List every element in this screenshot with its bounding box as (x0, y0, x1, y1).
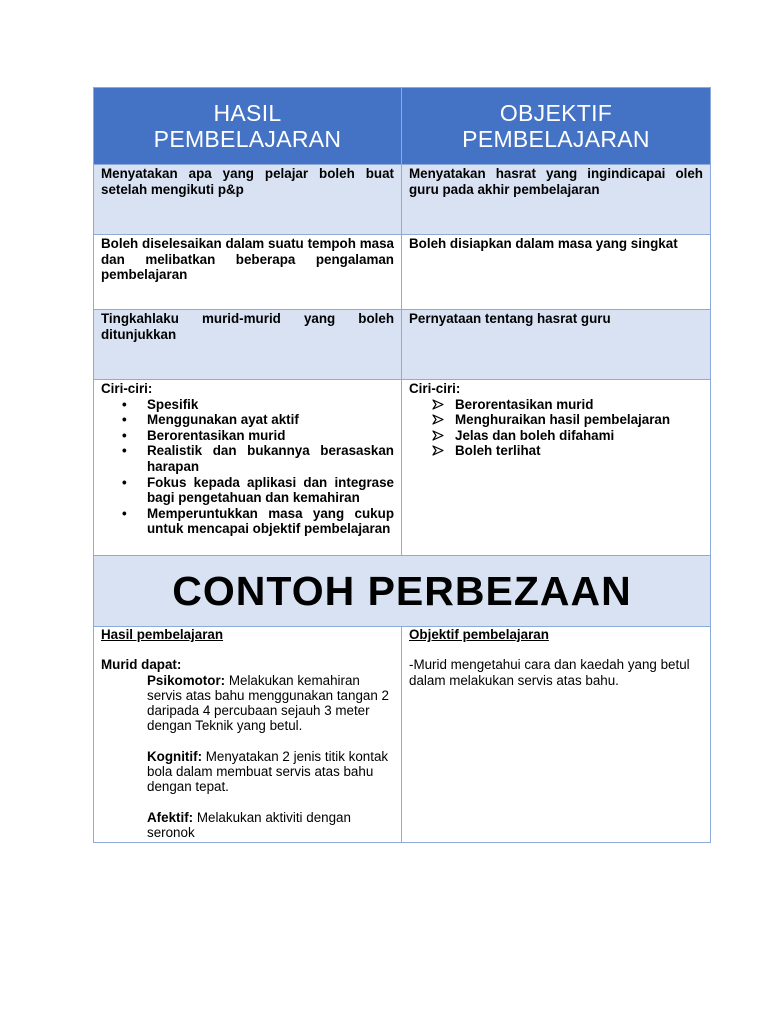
kognitif-text: Menyatakan 2 jenis titik kontak bola dalam membuat servis atas bahu dengan tepat. (147, 748, 389, 795)
features-right-list (409, 397, 703, 459)
example-row (94, 627, 711, 843)
header-right-line1: OBJEKTIF (499, 100, 613, 126)
arrowhead-icon (432, 430, 444, 441)
header-left (94, 88, 402, 165)
example-left-heading: Hasil pembelajaran (101, 627, 224, 642)
features-left-cell (94, 380, 402, 556)
psikomotor-label: Psikomotor: (147, 672, 226, 688)
row3-right-cell (402, 310, 711, 380)
header-right-line2: PEMBELAJARAN (462, 126, 650, 152)
banner-cell (94, 556, 711, 627)
list-item: • Realistik dan bukannya berasaskan harapan (147, 443, 394, 474)
spacer (101, 642, 394, 657)
header-left-line2: PEMBELAJARAN (153, 126, 342, 152)
list-item: • Memperuntukkan masa yang cukup untuk mencapai objektif pembelajaran (147, 506, 394, 537)
row3-left-cell (94, 310, 402, 380)
kognitif-paragraph (147, 749, 394, 795)
header-right (402, 88, 711, 165)
example-right-cell (402, 627, 711, 843)
example-right-heading: Objektif pembelajaran (409, 627, 549, 642)
psikomotor-paragraph (147, 673, 394, 734)
kognitif-label: Kognitif: (147, 748, 203, 764)
list-item (455, 428, 703, 444)
arrowhead-icon (432, 414, 444, 425)
banner-row (94, 556, 711, 627)
features-right-cell (402, 380, 711, 556)
row2-left-cell (94, 235, 402, 310)
row3-left-text (94, 310, 401, 342)
features-left (94, 380, 401, 537)
list-item (455, 397, 703, 413)
features-right-title: Ciri-ciri: (409, 381, 461, 396)
row2-right-cell (402, 235, 711, 310)
example-domain-block (101, 673, 394, 841)
afektif-paragraph (147, 810, 394, 841)
row1-left-cell (94, 165, 402, 235)
list-item: • Menggunakan ayat aktif (147, 412, 394, 428)
psikomotor-text: Melakukan kemahiran servis atas bahu menggunakan tangan 2 daripada 4 percubaan sejauh 3 meter dengan Teknik yang betul. (147, 672, 389, 734)
features-left-title: Ciri-ciri: (101, 381, 153, 396)
row3-left-span: Tingkahlaku murid-murid yang boleh ditunjukkan (101, 311, 394, 342)
example-left-intro: Murid dapat: (101, 657, 182, 673)
table-row (94, 380, 711, 556)
table-row (94, 235, 711, 310)
list-item-text: Jelas dan boleh difahami (455, 427, 615, 443)
row1-right-cell (402, 165, 711, 235)
list-item-text: Boleh terlihat (455, 443, 541, 459)
example-left (94, 627, 401, 840)
header-left-line1: HASIL (213, 100, 282, 126)
comparison-table (93, 87, 711, 843)
row2-right-text: Boleh disiapkan dalam masa yang singkat (409, 236, 678, 251)
list-item: • Fokus kepada aplikasi dan integrase bagi pengetahuan dan kemahiran (147, 475, 394, 506)
spacer (147, 734, 394, 749)
banner-title: CONTOH PERBEZAAN (172, 568, 632, 614)
arrowhead-icon (432, 399, 444, 410)
row1-left-text: Menyatakan apa yang pelajar boleh buat setelah mengikuti p&p (101, 166, 394, 197)
list-item (455, 412, 703, 428)
spacer (147, 795, 394, 810)
table-row (94, 310, 711, 380)
list-item-text: Menghuraikan hasil pembelajaran (455, 412, 671, 428)
afektif-label: Afektif: (147, 809, 194, 825)
example-left-cell (94, 627, 402, 843)
list-item (455, 443, 703, 459)
arrowhead-icon (432, 445, 444, 456)
list-item: • Berorentasikan murid (147, 428, 394, 444)
row1-right-text: Menyatakan hasrat yang ingindicapai oleh guru pada akhir pembelajaran (409, 166, 703, 197)
spacer (409, 642, 703, 657)
list-item-text: Berorentasikan murid (455, 396, 594, 412)
header-row (94, 88, 711, 165)
afektif-text: Melakukan aktiviti dengan seronok (147, 809, 351, 840)
features-right (402, 380, 710, 459)
row3-right-text: Pernyataan tentang hasrat guru (409, 311, 611, 326)
row2-left-text: Boleh diselesaikan dalam suatu tempoh masa dan melibatkan beberapa pengalaman pembelajaran (101, 236, 394, 283)
features-left-list (101, 397, 394, 537)
list-item: • Spesifik (147, 397, 394, 413)
example-right-text: -Murid mengetahui cara dan kaedah yang betul dalam melakukan servis atas bahu. (409, 657, 690, 688)
table-row (94, 165, 711, 235)
example-right (402, 627, 710, 688)
